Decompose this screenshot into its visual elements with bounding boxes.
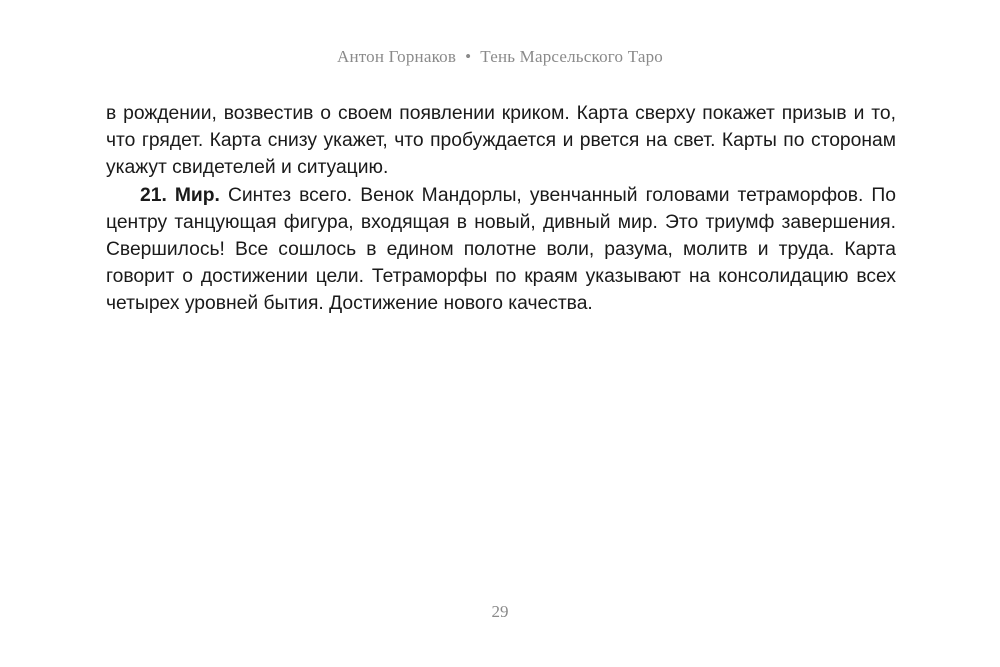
card-description: Синтез всего. Венок Мандорлы, увенчанный головами тетраморфов. По центру танцующая фигура, входящая в новый, дивный мир. Это триумф завершения. Свершилось! Все сошлось в едином полотне воли, разума, молитв и труда. Карта говорит о достижении цели. Тетраморфы по краям указывают на консолидацию всех четырех уровней бытия. Достижение нового качества. xyxy=(106,184,897,315)
paragraph-world-card xyxy=(106,182,896,318)
running-header xyxy=(0,47,1000,67)
page-number: 29 xyxy=(491,602,509,621)
paragraph-continuation: в рождении, возвестив о своем появлении криком. Карта сверху покажет призыв и то, что грядет. Карта снизу укажет, что пробуждается и рвется на свет. Карты по сторонам укажут свидетелей и ситуацию. xyxy=(106,103,896,179)
page-body xyxy=(106,100,896,318)
card-heading: 21. Мир. xyxy=(140,184,220,206)
header-book-title: Тень Марсельского Таро xyxy=(480,47,664,66)
header-separator: • xyxy=(465,47,472,66)
header-author: Антон Горнаков xyxy=(336,47,457,66)
